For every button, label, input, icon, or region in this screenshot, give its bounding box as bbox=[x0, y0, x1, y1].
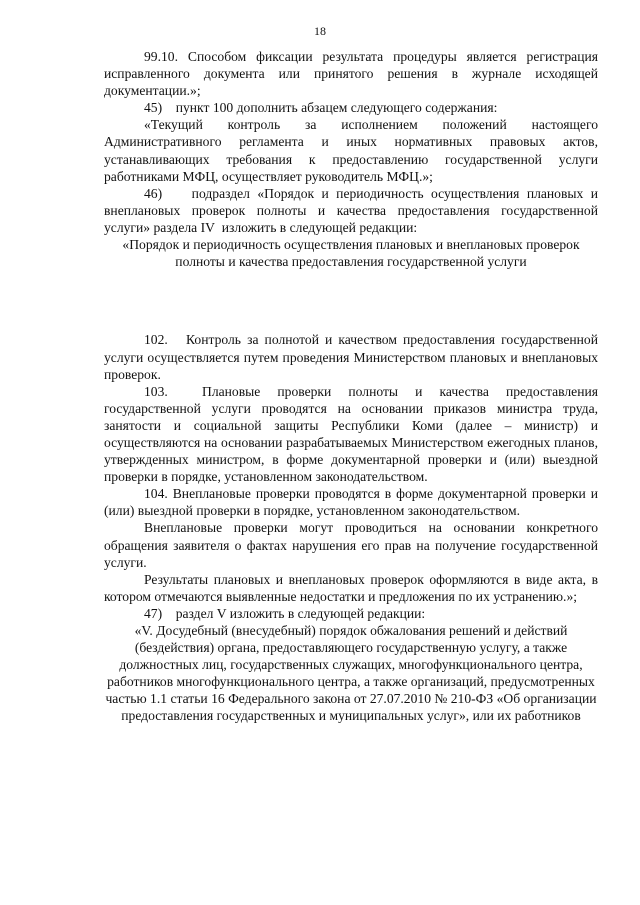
paragraph: 104. Внеплановые проверки проводятся в форме документарной проверки и (или) выездной проверки в порядке, установленном законодательством. bbox=[104, 486, 598, 519]
paragraph: 47) раздел V изложить в следующей редакции: bbox=[144, 605, 426, 621]
paragraph: 45) пункт 100 дополнить абзацем следующего содержания: bbox=[144, 100, 498, 116]
paragraph: 99.10. Способом фиксации результата процедуры является регистрация исправленного документа или принятого решения в журнале исходящей документации.»; bbox=[104, 49, 598, 99]
section-heading: «Порядок и периодичность осуществления плановых и внеплановых проверок полноты и качества предоставления государственной услуги bbox=[122, 237, 580, 270]
paragraph: 103. Плановые проверки полноты и качества предоставления государственной услуги проводятся на основании приказов министра труда, занятости и социальной защиты Республики Коми (далее – министр) и осуществляются на основании разрабатываемых Министерством ежегодных планов, утвержденных министром, в форме документарной проверки и (или) выездной проверки в порядке, установленном законодательством. bbox=[104, 383, 598, 485]
spacer bbox=[104, 284, 598, 318]
page-number: 18 bbox=[314, 24, 326, 38]
paragraph: Внеплановые проверки могут проводиться на основании конкретного обращения заявителя о фактах нарушения его прав на получение государственной услуги. bbox=[104, 520, 598, 570]
paragraph: 46) подраздел «Порядок и периодичность осуществления плановых и внеплановых проверок полноты и качества предоставления государственной услуги» раздела IV изложить в следующей редакции: bbox=[104, 185, 598, 235]
section-heading: «V. Досудебный (внесудебный) порядок обжалования решений и действий (бездействия) органа, предоставляющего государственную услугу, а также должностных лиц, государственных служащих, многофункционального центра, работников многофункционального центра, а также организаций, предусмотренных частью 1.1 статьи 16 Федерального закона от 27.07.2010 № 210-ФЗ «Об организации предоставления государственных и муниципальных услуг», или их работников bbox=[105, 623, 597, 724]
paragraph: «Текущий контроль за исполнением положений настоящего Административного регламента и иных нормативных правовых актов, устанавливающих требования к предоставлению государственной услуги работниками МФЦ, осуществляет руководитель МФЦ.»; bbox=[104, 117, 598, 184]
paragraph: 102. Контроль за полнотой и качеством предоставления государственной услуги осуществляется путем проведения Министерством плановых и внеплановых проверок. bbox=[104, 332, 598, 382]
document-body bbox=[104, 48, 598, 725]
paragraph: Результаты плановых и внеплановых проверок оформляются в виде акта, в котором отмечаются выявленные недостатки и предложения по их устранению.»; bbox=[104, 571, 598, 604]
